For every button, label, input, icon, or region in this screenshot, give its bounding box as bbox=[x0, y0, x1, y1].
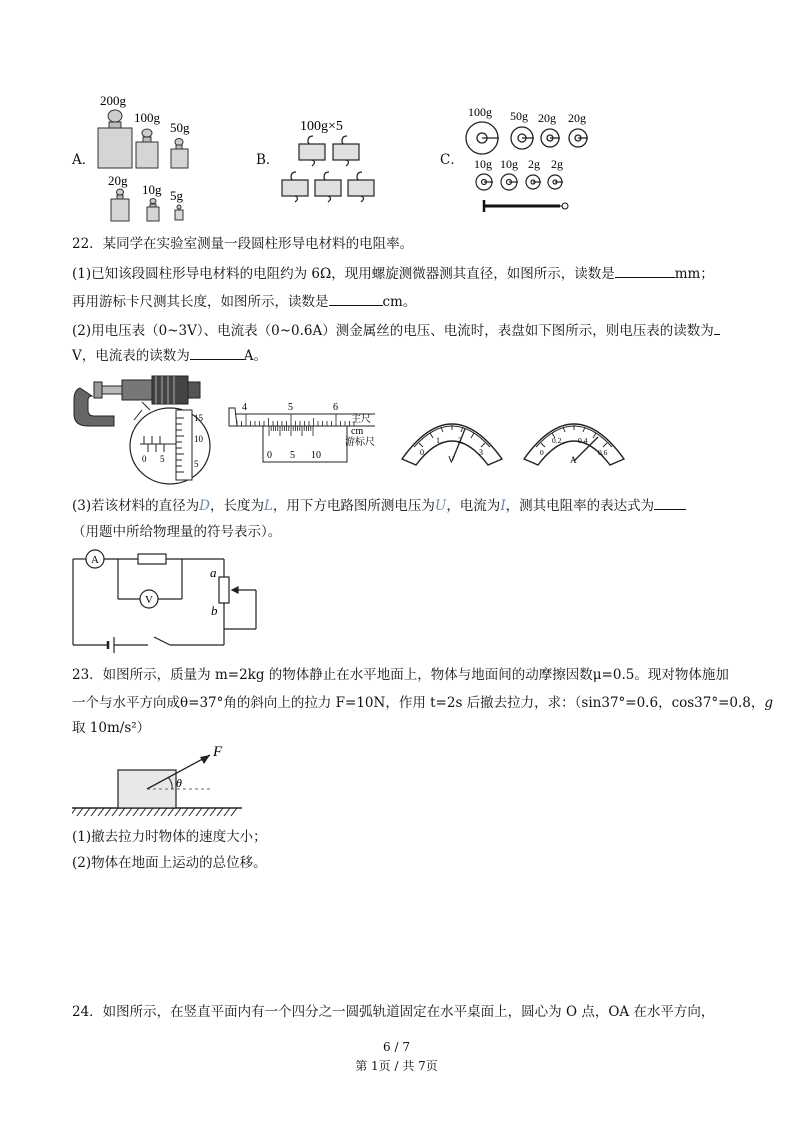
q22-part3-line1 bbox=[72, 495, 686, 516]
q22-blank-caliper[interactable] bbox=[329, 291, 383, 306]
q23-line3: 取 10m/s²） bbox=[72, 720, 151, 736]
circuit-voltmeter-label: V bbox=[145, 594, 153, 606]
q22-blank-current[interactable] bbox=[190, 345, 244, 360]
q22-part3-text-d: ，电流为 bbox=[446, 498, 501, 514]
q22-part2-line1 bbox=[72, 320, 720, 341]
voltmeter-label: V bbox=[448, 455, 455, 465]
q22-blank-voltage[interactable] bbox=[714, 320, 720, 335]
q23-figure bbox=[72, 740, 252, 820]
ammeter-tick-0: 0 bbox=[540, 448, 544, 457]
ammeter-tick-02: 0.2 bbox=[552, 436, 562, 445]
micrometer-figure bbox=[72, 370, 212, 488]
micrometer-main-0: 0 bbox=[142, 454, 147, 464]
caliper-main-4: 4 bbox=[242, 402, 247, 413]
voltmeter-tick-3: 3 bbox=[479, 448, 483, 457]
q23-sub2: (2)物体在地面上运动的总位移。 bbox=[72, 855, 267, 871]
disc-label-50g: 50g bbox=[510, 109, 528, 123]
q22-current-text: V，电流表的读数为 bbox=[72, 348, 190, 364]
option-b-letter: B． bbox=[256, 152, 280, 168]
caliper-figure bbox=[225, 400, 395, 470]
var-i: I bbox=[500, 498, 506, 514]
micrometer-tick-10: 10 bbox=[194, 434, 203, 444]
circuit-point-a: a bbox=[210, 565, 217, 580]
q24-line1: 24．如图所示，在竖直平面内有一个四分之一圆弧轨道固定在水平桌面上，圆心为 O 点，OA 在水平方向， bbox=[72, 1004, 715, 1020]
q22-part1-line1 bbox=[72, 263, 714, 284]
circuit-diagram bbox=[70, 547, 270, 655]
q22-part3-text-c: ，用下方电路图所测电压为 bbox=[272, 498, 435, 514]
weight-label-50g: 50g bbox=[170, 120, 190, 135]
caliper-vernier-10: 10 bbox=[311, 450, 321, 461]
circuit-point-b: b bbox=[211, 603, 218, 618]
voltmeter-tick-2: 2 bbox=[458, 436, 462, 445]
disc-label-20g-b: 20g bbox=[568, 111, 586, 125]
option-c-letter: C． bbox=[440, 152, 464, 168]
q22-part2-text: (2)用电压表（0~3V）、电流表（0~0.6A）测金属丝的电压、电流时，表盘如下图所示，则电压表的读数为 bbox=[72, 323, 714, 339]
q22-blank-resistivity[interactable] bbox=[654, 495, 686, 510]
ammeter-tick-04: 0.4 bbox=[578, 436, 588, 445]
var-u: U bbox=[434, 498, 447, 514]
q22-part3-text-e: ，测其电阻率的表达式为 bbox=[505, 498, 655, 514]
weight-label-200g: 200g bbox=[100, 93, 126, 108]
micrometer-tick-5: 5 bbox=[194, 459, 199, 469]
q22-caliper-text: 再用游标卡尺测其长度，如图所示，读数是 bbox=[72, 294, 329, 310]
q22-stem: 22．某同学在实验室测量一段圆柱形导电材料的电阻率。 bbox=[72, 236, 414, 252]
caliper-unit: cm bbox=[351, 426, 364, 437]
ammeter-figure bbox=[518, 403, 630, 469]
weight-label-20g: 20g bbox=[108, 173, 128, 188]
q22-blank-micrometer[interactable] bbox=[615, 263, 675, 278]
option-b-label: 100g×5 bbox=[300, 119, 343, 134]
micrometer-main-5: 5 bbox=[160, 454, 165, 464]
page-number: 6 / 7 bbox=[383, 1040, 410, 1054]
q22-part3-text-a: (3)若该材料的直径为 bbox=[72, 498, 200, 514]
voltmeter-tick-0: 0 bbox=[420, 448, 424, 457]
q22-unit-mm: mm； bbox=[674, 266, 714, 282]
caliper-main-6: 6 bbox=[333, 402, 338, 413]
disc-label-10g-a: 10g bbox=[474, 157, 492, 171]
caliper-main-5: 5 bbox=[288, 402, 293, 413]
q22-part2-line2 bbox=[72, 345, 267, 366]
circuit-ammeter-label: A bbox=[91, 554, 99, 566]
option-b-figure bbox=[275, 112, 385, 212]
q23-sub1: (1)撤去拉力时物体的速度大小； bbox=[72, 829, 267, 845]
disc-label-2g-b: 2g bbox=[551, 157, 563, 171]
disc-label-20g-a: 20g bbox=[538, 111, 556, 125]
caliper-main-label: 主尺 bbox=[351, 414, 371, 425]
weight-label-5g: 5g bbox=[170, 188, 183, 203]
voltmeter-tick-1: 1 bbox=[436, 436, 440, 445]
weight-label-100g: 100g bbox=[134, 110, 160, 125]
caliper-vernier-label: 游标尺 bbox=[345, 437, 375, 448]
q23-figure-force: F bbox=[213, 744, 223, 760]
voltmeter-figure bbox=[396, 403, 508, 469]
caliper-vernier-5: 5 bbox=[290, 450, 295, 461]
page-count: 第 1页 / 共 7页 bbox=[355, 1059, 438, 1073]
q22-part3-line2: （用题中所给物理量的符号表示）。 bbox=[72, 524, 282, 540]
disc-label-10g-b: 10g bbox=[500, 157, 518, 171]
disc-label-100g: 100g bbox=[468, 105, 492, 119]
var-l: L bbox=[263, 498, 273, 514]
option-c-figure bbox=[462, 100, 597, 218]
q23-figure-theta: θ bbox=[176, 776, 182, 790]
caliper-vernier-0: 0 bbox=[267, 450, 272, 461]
q22-part1-line2 bbox=[72, 291, 416, 312]
var-d: D bbox=[199, 498, 210, 514]
option-a-figure bbox=[92, 88, 202, 226]
q22-unit-cm: cm。 bbox=[382, 294, 417, 310]
option-a-letter: A． bbox=[72, 152, 96, 168]
q22-part1-text: (1)已知该段圆柱形导电材料的电阻约为 6Ω，现用螺旋测微器测其直径，如图所示，读数是 bbox=[72, 266, 615, 282]
micrometer-tick-15: 15 bbox=[194, 413, 203, 423]
q23-line2 bbox=[72, 693, 773, 713]
weight-label-10g: 10g bbox=[142, 182, 162, 197]
ammeter-label: A bbox=[570, 455, 577, 465]
q23-line1: 23．如图所示，质量为 m=2kg 的物体静止在水平地面上，物体与地面间的动摩擦因数μ=0.5。现对物体施加 bbox=[72, 667, 729, 683]
q22-unit-a: A。 bbox=[243, 348, 267, 364]
q23-var-g: g bbox=[764, 695, 774, 711]
ammeter-tick-06: 0.6 bbox=[598, 448, 608, 457]
disc-label-2g-a: 2g bbox=[528, 157, 540, 171]
q23-line2-text: 一个与水平方向成θ=37°角的斜向上的拉力 F=10N，作用 t=2s 后撤去拉力，求：（sin37°=0.6，cos37°=0.8， bbox=[72, 695, 765, 711]
q22-part3-text-b: ，长度为 bbox=[209, 498, 264, 514]
